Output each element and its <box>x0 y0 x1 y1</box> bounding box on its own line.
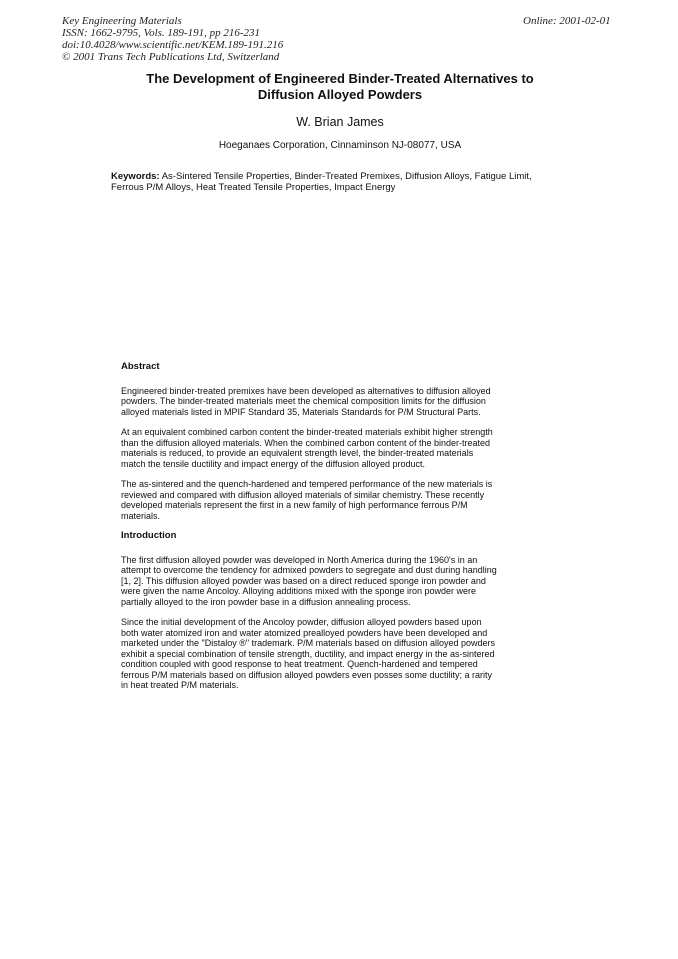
introduction-paragraph <box>121 555 561 608</box>
journal-doi: doi:10.4028/www.scientific.net/KEM.189-191.216 <box>62 39 284 51</box>
online-date: Online: 2001-02-01 <box>523 15 611 27</box>
journal-copyright: © 2001 Trans Tech Publications Ltd, Switzerland <box>62 51 280 63</box>
text-line: marketed under the "Distaloy ®" trademark. P/M materials based on diffusion alloyed powders <box>121 638 496 648</box>
text-line: in heat treated P/M materials. <box>121 680 239 690</box>
text-line: exhibit a special combination of tensile strength, ductility, and impact energy in the as-sintered <box>121 648 495 659</box>
paper-title-line: Diffusion Alloyed Powders <box>257 87 423 102</box>
journal-citation <box>62 15 283 63</box>
text-line: materials. <box>121 510 161 521</box>
text-line: partially alloyed to the iron powder base in a diffusion annealing process. <box>121 596 411 607</box>
paper-title <box>70 71 610 103</box>
text-line: reviewed and compared with diffusion alloyed materials of similar chemistry. These recently <box>121 489 485 500</box>
abstract-paragraph <box>121 479 561 521</box>
paper-body <box>121 362 561 701</box>
author-name: W. Brian James <box>296 115 384 129</box>
text-line: both water atomized iron and water atomized prealloyed powders have been developed and <box>121 627 488 638</box>
introduction-paragraph <box>121 617 561 691</box>
text-line: powders. The binder-treated materials meet the chemical composition limits for the diffusion <box>121 396 486 406</box>
text-line: materials is reduced, to provide an equivalent strength level, the binder-treated materials <box>121 448 474 458</box>
keywords-text: As-Sintered Tensile Properties, Binder-Treated Premixes, Diffusion Alloys, Fatigue Limit, Ferrous P/M Alloys, Heat Treated Tensile Properties, Impact Energy <box>111 171 532 193</box>
text-line: At an equivalent combined carbon content the binder-treated materials exhibit higher strength <box>121 427 493 437</box>
author-affiliation: Hoeganaes Corporation, Cinnaminson NJ-08077, USA <box>218 140 462 151</box>
text-line: The as-sintered and the quench-hardened and tempered performance of the new materials is <box>121 479 493 489</box>
journal-issn: ISSN: 1662-9795, Vols. 189-191, pp 216-231 <box>62 27 260 39</box>
text-line: The first diffusion alloyed powder was developed in North America during the 1960's in an <box>121 554 478 565</box>
text-line: developed materials represent the first in a new family of high performance ferrous P/M <box>121 500 468 510</box>
abstract-paragraph <box>121 427 561 469</box>
text-line: condition coupled with good response to heat treatment. Quench-hardened and tempered <box>121 659 478 669</box>
paper-title-line: The Development of Engineered Binder-Treated Alternatives to <box>146 71 534 86</box>
text-line: alloyed materials listed in MPIF Standard 35, Materials Standards for P/M Structural Parts. <box>121 406 481 417</box>
keywords <box>111 171 551 193</box>
text-line: Since the initial development of the Ancoloy powder, diffusion alloyed powders based upon <box>121 617 482 627</box>
keywords-label: Keywords: <box>111 171 160 182</box>
text-line: [1, 2]. This diffusion alloyed powder was based on a direct reduced sponge iron powder and <box>121 575 486 586</box>
introduction-heading: Introduction <box>121 530 177 541</box>
abstract-paragraph <box>121 386 561 418</box>
text-line: Engineered binder-treated premixes have been developed as alternatives to diffusion alloyed <box>121 385 491 396</box>
journal-name: Key Engineering Materials <box>62 15 182 27</box>
abstract-heading: Abstract <box>121 361 160 372</box>
text-line: were given the name Ancoloy. Alloying additions mixed with the sponge iron powder were <box>121 586 477 596</box>
text-line: ferrous P/M materials based on diffusion alloyed powders even posses some ductility; a rarity <box>121 669 493 680</box>
text-line: match the tensile ductility and impact energy of the diffusion alloyed product. <box>121 458 426 469</box>
text-line: than the diffusion alloyed materials. When the combined carbon content of the binder-treated <box>121 437 491 448</box>
text-line: attempt to overcome the tendency for admixed powders to segregate and dust during handling <box>121 565 497 575</box>
